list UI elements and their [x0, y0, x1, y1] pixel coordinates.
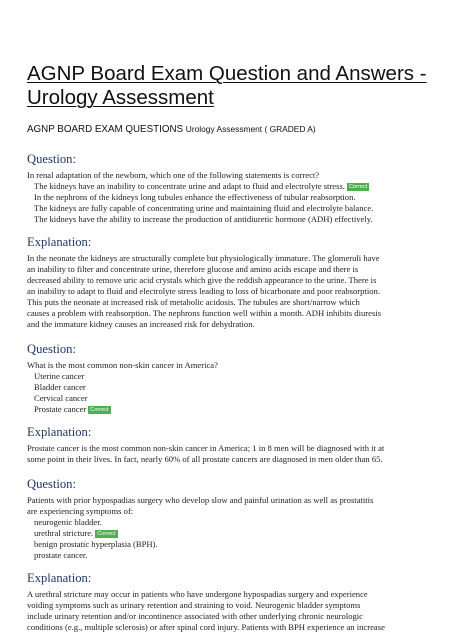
q2-option-1: Uterine cancer [34, 371, 85, 381]
explanation-3-line: voiding symptoms such as urinary retention and straining to void. Neurogenic bladder symptoms [27, 600, 361, 610]
explanation-1-line: an inability to filter and concentrate urine, therefore glucose and amino acids escape and there is [27, 264, 359, 274]
explanation-1-line: decreased ability to remove uric acid crystals which give the reddish appearance to the urine. There is [27, 275, 377, 285]
question-heading-2: Question: [27, 342, 76, 356]
q2-option-4 [27, 404, 448, 415]
q2-option-3: Cervical cancer [34, 393, 88, 403]
document-title: AGNP Board Exam Question and Answers - Urology Assessment [27, 62, 427, 109]
explanation-3-line: A urethral stricture may occur in patients who have undergone hypospadias surgery and experience [27, 589, 368, 599]
question-heading-1: Question: [27, 152, 76, 166]
subtitle-main: AGNP BOARD EXAM QUESTIONS [27, 124, 184, 135]
explanation-1-line: an inability to adapt to fluid and electrolyte stress leading to loss of bicarbonate and poor reabsorption. [27, 286, 380, 296]
q1-option-3: The kidneys are fully capable of concentrating urine and maintaining fluid and electrolyte balance. [34, 203, 374, 213]
explanation-heading-3: Explanation: [27, 571, 92, 585]
explanation-1-line: and the immature kidney causes an increased risk for dehydration. [27, 319, 255, 329]
question-heading-3: Question: [27, 477, 76, 491]
question-2-text: What is the most common non-skin cancer in America? [27, 360, 218, 370]
explanation-1-line: causes a problem with reabsorption. The nephrons function well within a month. ADH inhibits diuresis [27, 308, 382, 318]
q3-option-1: neurogenic bladder. [34, 517, 102, 527]
q1-option-1-text: The kidneys have an inability to concentrate urine and adapt to fluid and electrolyte stress. [34, 181, 345, 191]
q3-option-2-text: urethral stricture. [34, 528, 94, 538]
explanation-2-line: some point in their lives. In fact, nearly 60% of all prostate cancers are diagnosed in men older than 65. [27, 454, 383, 464]
explanation-heading-2: Explanation: [27, 425, 92, 439]
correct-badge: Correct [97, 531, 116, 537]
explanation-2-line: Prostate cancer is the most common non-skin cancer in America; 1 in 8 men will be diagnosed with it at [27, 443, 385, 453]
explanation-heading-1: Explanation: [27, 235, 92, 249]
subtitle-small: Urology Assessment ( GRADED A) [185, 124, 316, 134]
q1-option-2: In the nephrons of the kidneys long tubules enhance the effectiveness of tubular reabsorption. [34, 192, 356, 202]
question-1-text: In renal adaptation of the newborn, which one of the following statements is correct? [27, 170, 320, 180]
explanation-3-line: include urinary retention and/or incontinence associated with other underlying chronic neurologic [27, 611, 363, 621]
q3-option-3: benign prostatic hyperplasia (BPH). [34, 539, 158, 549]
q2-option-2: Bladder cancer [34, 382, 86, 392]
q1-option-4: The kidneys have the ability to increase the production of antidiuretic hormone (ADH) effectively. [34, 214, 373, 224]
document-subtitle [27, 124, 448, 135]
q1-option-1 [27, 181, 448, 192]
explanation-3-line: conditions (e.g., multiple sclerosis) or after spinal cord injury. Patients with BPH experience an increase [27, 622, 385, 632]
explanation-1-line: This puts the neonate at increased risk of metabolic acidosis. The tubules are short/narrow which [27, 297, 360, 307]
correct-badge: Correct [348, 184, 368, 190]
q3-option-2 [27, 528, 448, 539]
q2-option-4-text: Prostate cancer [34, 404, 87, 414]
question-3-text-line: are experiencing symptoms of: [27, 506, 134, 516]
q3-option-4: prostate cancer. [34, 550, 88, 560]
correct-badge: Correct [90, 407, 109, 413]
question-3-text-line: Patients with prior hypospadias surgery who develop slow and painful urination as well as prostatitis [27, 495, 374, 505]
explanation-1-line: In the neonate the kidneys are structurally complete but physiologically immature. The glomeruli have [27, 253, 380, 263]
